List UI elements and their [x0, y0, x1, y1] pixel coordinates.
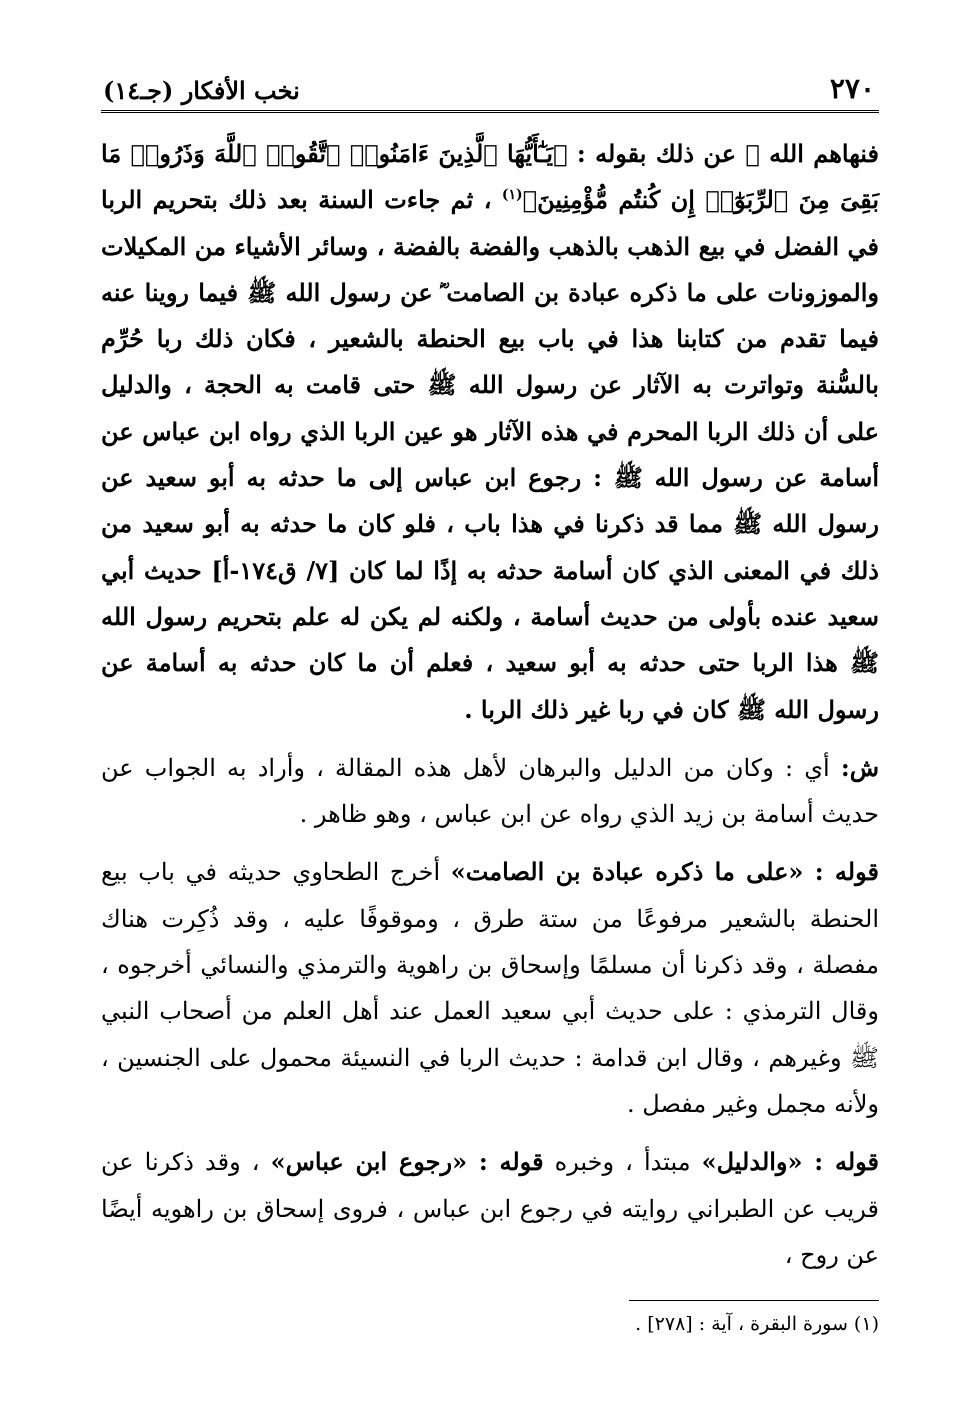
page-body — [101, 131, 879, 1278]
commentary-text: ، وقد ذكرنا عن قريب عن الطبراني روايته في رجوع ابن عباس ، فروى إسحاق بن راهويه أيضًا عن روح ، — [101, 1148, 879, 1269]
footnote-divider — [629, 1300, 879, 1301]
paragraph-main-text — [101, 131, 879, 733]
paragraph-commentary-1 — [101, 745, 879, 838]
commentary-text: مبتدأ ، وخبره — [543, 1148, 702, 1177]
page-number: ٢٧٠ — [829, 72, 875, 105]
quoted-phrase: قوله : «على ما ذكره عبادة بن الصامت» — [450, 857, 879, 887]
quran-verse-text: فنهاهم الله ﷻ عن ذلك بقوله : ﴿يَـٰٓأَيُّهَا ٱلَّذِينَ ءَامَنُوا۟ ٱتَّقُوا۟ ٱللَّهَ وَذَرُوا۟ مَا بَقِىَ مِنَ ٱلرِّبَوٰٓا۟ إِن كُنتُم مُّؤْمِنِينَ﴾ — [101, 139, 879, 215]
commentary-text: أي : وكان من الدليل والبرهان لأهل هذه المقالة ، وأراد به الجواب عن حديث أسامة بن زيد الذي رواه عن ابن عباس ، وهو ظاهر . — [101, 753, 879, 829]
running-title: نخب الأفكار (جـ١٤) — [103, 76, 300, 105]
quoted-phrase: قوله : «رجوع ابن عباس» — [270, 1147, 544, 1177]
page-header — [101, 68, 879, 113]
book-page — [101, 68, 879, 1339]
footnote-marker: (١) — [501, 187, 523, 204]
commentary-marker: ش: — [840, 752, 879, 782]
main-text-continuation: ، ثم جاءت السنة بعد ذلك بتحريم الربا في الفضل في بيع الذهب بالذهب والفضة بالفضة ، وسائر الأشياء من المكيلات والموزونات على ما ذكره عبادة بن الصامت ؓ عن رسول الله ﷺ فيما روينا عنه فيما تقدم من كتابنا هذا في باب بيع الحنطة بالشعير ، فكان ذلك ربا حُرِّم بالسُّنة وتواترت به الآثار عن رسول الله ﷺ حتى قامت به الحجة ، والدليل على أن ذلك الربا المحرم في هذه الآثار هو عين الربا الذي رواه ابن عباس عن أسامة عن رسول الله ﷺ : رجوع ابن عباس إلى ما حدثه به أبو سعيد عن رسول الله ﷺ مما قد ذكرنا في هذا باب ، فلو كان ما حدثه به أبو سعيد من ذلك في المعنى الذي كان أسامة حدثه به إذًا لما كان [٧/ ق١٧٤-أ] حديث أبي سعيد عنده بأولى من حديث أسامة ، ولكنه لم يكن له علم بتحريم رسول الله ﷺ هذا الربا حتى حدثه به أبو سعيد ، فعلم أن ما كان حدثه به أسامة عن رسول الله ﷺ كان في ربا غير ذلك الربا . — [101, 185, 879, 724]
paragraph-commentary-3 — [101, 1139, 879, 1278]
quoted-phrase: قوله : «والدليل» — [701, 1147, 879, 1177]
footnote: (١) سورة البقرة ، آية : [٢٧٨] . — [635, 1313, 879, 1336]
paragraph-commentary-2 — [101, 849, 879, 1127]
commentary-text: أخرج الطحاوي حديثه في باب بيع الحنطة بالشعير مرفوعًا من ستة طرق ، وموقوفًا عليه ، وقد ذُكِرت هناك مفصلة ، وقد ذكرنا أن مسلمًا وإسحاق بن راهوية والترمذي والنسائي أخرجوه ، وقال الترمذي : على حديث أبي سعيد العمل عند أهل العلم من أصحاب النبي ﷺ وغيرهم ، وقال ابن قدامة : حديث الربا في النسيئة محمول على الجنسين ، ولأنه مجمل وغير مفصل . — [101, 858, 879, 1118]
